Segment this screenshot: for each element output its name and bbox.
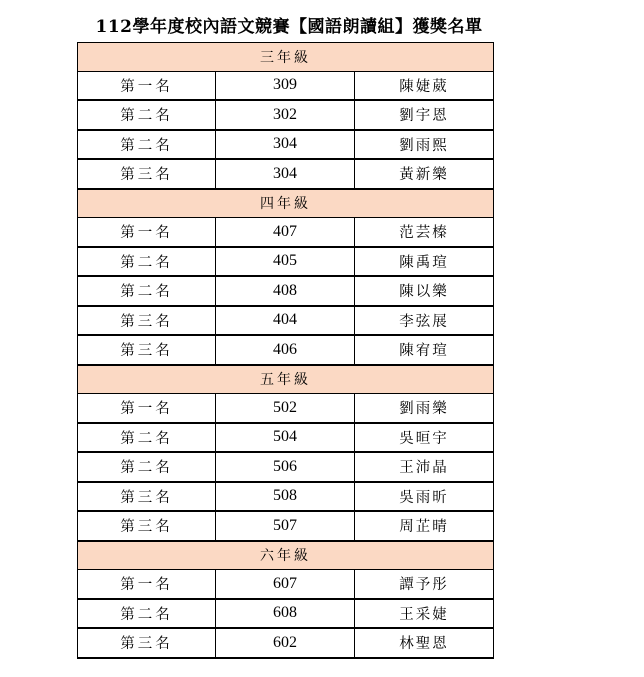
grade-header: 三年級 (78, 43, 494, 72)
rank-cell: 第二名 (78, 247, 216, 277)
rank-cell: 第三名 (78, 511, 216, 541)
table-row (78, 482, 494, 512)
table-row (78, 452, 494, 482)
class-cell: 504 (216, 423, 355, 453)
rank-cell: 第一名 (78, 218, 216, 247)
grade-header: 四年級 (78, 189, 494, 218)
table-row (78, 628, 494, 658)
name-cell: 吳晅宇 (355, 423, 494, 453)
class-cell: 309 (216, 71, 355, 100)
class-cell: 608 (216, 599, 355, 629)
table-row (78, 159, 494, 189)
class-cell: 508 (216, 482, 355, 512)
name-cell: 范芸榛 (355, 218, 494, 247)
rank-cell: 第一名 (78, 71, 216, 100)
rank-cell: 第一名 (78, 394, 216, 423)
rank-cell: 第三名 (78, 628, 216, 658)
table-row (78, 130, 494, 160)
class-cell: 405 (216, 247, 355, 277)
grade-header-row (78, 189, 494, 218)
rank-cell: 第三名 (78, 482, 216, 512)
class-cell: 607 (216, 570, 355, 599)
name-cell: 黃新樂 (355, 159, 494, 189)
table-row (78, 335, 494, 365)
name-cell: 王采婕 (355, 599, 494, 629)
name-cell: 李弦展 (355, 306, 494, 336)
table-row (78, 71, 494, 100)
rank-cell: 第二名 (78, 423, 216, 453)
grade-header: 五年級 (78, 365, 494, 394)
class-cell: 304 (216, 159, 355, 189)
table-row (78, 570, 494, 599)
rank-cell: 第二名 (78, 276, 216, 306)
table-row (78, 247, 494, 277)
table-row (78, 511, 494, 541)
table-row (78, 100, 494, 130)
grade-header: 六年級 (78, 541, 494, 570)
table-row (78, 306, 494, 336)
name-cell: 劉雨熙 (355, 130, 494, 160)
rank-cell: 第三名 (78, 335, 216, 365)
name-cell: 吳雨昕 (355, 482, 494, 512)
class-cell: 407 (216, 218, 355, 247)
awards-table-body (78, 43, 494, 658)
name-cell: 陳禹瑄 (355, 247, 494, 277)
rank-cell: 第二名 (78, 452, 216, 482)
page-title: 112學年度校內語文競賽【國語朗讀組】獲獎名單 (95, 17, 483, 37)
name-cell: 譚予彤 (355, 570, 494, 599)
grade-header-row (78, 365, 494, 394)
awards-table (77, 42, 494, 659)
table-row (78, 599, 494, 629)
name-cell: 林聖恩 (355, 628, 494, 658)
name-cell: 王沛晶 (355, 452, 494, 482)
class-cell: 502 (216, 394, 355, 423)
name-cell: 劉雨樂 (355, 394, 494, 423)
name-cell: 陳婕葳 (355, 71, 494, 100)
class-cell: 404 (216, 306, 355, 336)
class-cell: 602 (216, 628, 355, 658)
rank-cell: 第二名 (78, 100, 216, 130)
table-row (78, 218, 494, 247)
rank-cell: 第三名 (78, 306, 216, 336)
table-row (78, 276, 494, 306)
name-cell: 劉宇恩 (355, 100, 494, 130)
class-cell: 304 (216, 130, 355, 160)
rank-cell: 第二名 (78, 130, 216, 160)
table-row (78, 394, 494, 423)
rank-cell: 第二名 (78, 599, 216, 629)
class-cell: 406 (216, 335, 355, 365)
class-cell: 506 (216, 452, 355, 482)
table-row (78, 423, 494, 453)
name-cell: 周芷晴 (355, 511, 494, 541)
class-cell: 507 (216, 511, 355, 541)
grade-header-row (78, 541, 494, 570)
class-cell: 302 (216, 100, 355, 130)
rank-cell: 第一名 (78, 570, 216, 599)
class-cell: 408 (216, 276, 355, 306)
rank-cell: 第三名 (78, 159, 216, 189)
grade-header-row (78, 43, 494, 72)
name-cell: 陳宥瑄 (355, 335, 494, 365)
name-cell: 陳以樂 (355, 276, 494, 306)
